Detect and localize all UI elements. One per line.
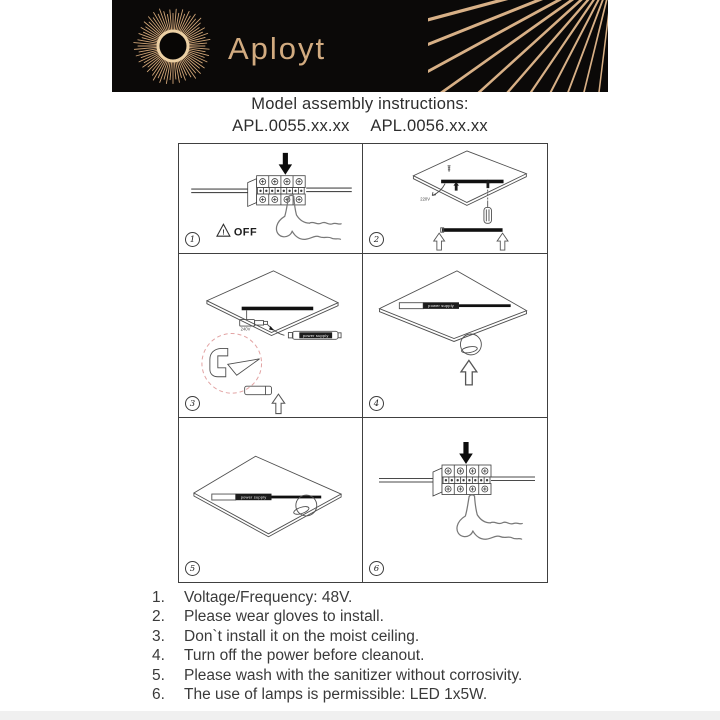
model-number-2: APL.0056.xx.xx	[370, 117, 488, 135]
instruction-item: 3. Don`t install it on the moist ceiling.	[152, 627, 420, 645]
decorative-rays-icon	[428, 0, 608, 92]
connector-voltage-label: 240V	[240, 326, 251, 332]
lamp	[460, 334, 481, 355]
model-number-1: APL.0055.xx.xx	[232, 117, 350, 135]
track-rail	[242, 307, 314, 311]
step-4-panel	[363, 254, 547, 418]
step-3-panel	[179, 254, 363, 418]
power-supply-label: power supply	[302, 332, 329, 338]
step-6-panel	[363, 418, 547, 582]
instruction-item: 5. Please wash with the sanitizer without corrosivity.	[152, 666, 523, 684]
power-off-warning	[217, 224, 257, 238]
track-with-power-supply	[212, 494, 321, 501]
power-supply-unit	[288, 331, 341, 339]
step-number-badge: 6	[369, 561, 384, 576]
step-1-diagram	[179, 144, 362, 253]
step-number-badge: 1	[185, 232, 200, 247]
mains-voltage-label: 220V	[420, 196, 431, 202]
sunburst-logo-icon	[128, 1, 218, 91]
screw-icon	[448, 166, 451, 172]
step-3-diagram	[179, 254, 362, 417]
step-4-diagram	[363, 254, 547, 417]
instruction-item: 1. Voltage/Frequency: 48V.	[152, 589, 353, 606]
page-edge-shadow	[0, 711, 720, 720]
step-2-panel	[363, 144, 547, 254]
brand-name: Aployt	[228, 31, 327, 66]
page-title: Model assembly instructions:	[251, 95, 469, 113]
step-number-badge: 3	[185, 396, 200, 411]
anchor-screw-icon	[453, 182, 459, 191]
off-label: OFF	[233, 226, 258, 239]
ceiling-panel	[207, 271, 338, 336]
step-number-badge: 4	[369, 396, 384, 411]
safety-instructions-list	[152, 588, 672, 704]
screwdriver-icon	[484, 200, 492, 223]
assembly-steps-grid	[178, 143, 548, 583]
model-numbers	[0, 117, 720, 136]
mounting-clip-detail	[210, 348, 260, 376]
step-number-badge: 5	[185, 561, 200, 576]
track-with-power-supply	[399, 302, 510, 309]
power-supply-label: power supply	[240, 494, 267, 500]
instruction-item: 4. Turn off the power before cleanout.	[152, 647, 425, 665]
instruction-item: 6. The use of lamps is permissible: LED 1x5W.	[152, 686, 488, 704]
step-6-diagram	[363, 418, 547, 582]
step-number-badge: 2	[369, 232, 384, 247]
step-1-panel	[179, 144, 363, 254]
brand-banner	[112, 0, 608, 92]
step-5-panel	[179, 418, 363, 582]
step-5-diagram	[179, 418, 362, 582]
instruction-item: 2. Please wear gloves to install.	[152, 608, 384, 626]
ceiling-panel	[413, 151, 526, 206]
track-rail	[441, 180, 503, 184]
track-rail-loose	[442, 228, 502, 232]
svg-text:!: !	[222, 229, 225, 237]
power-supply-label: power supply	[428, 303, 454, 309]
step-2-diagram	[363, 144, 547, 253]
